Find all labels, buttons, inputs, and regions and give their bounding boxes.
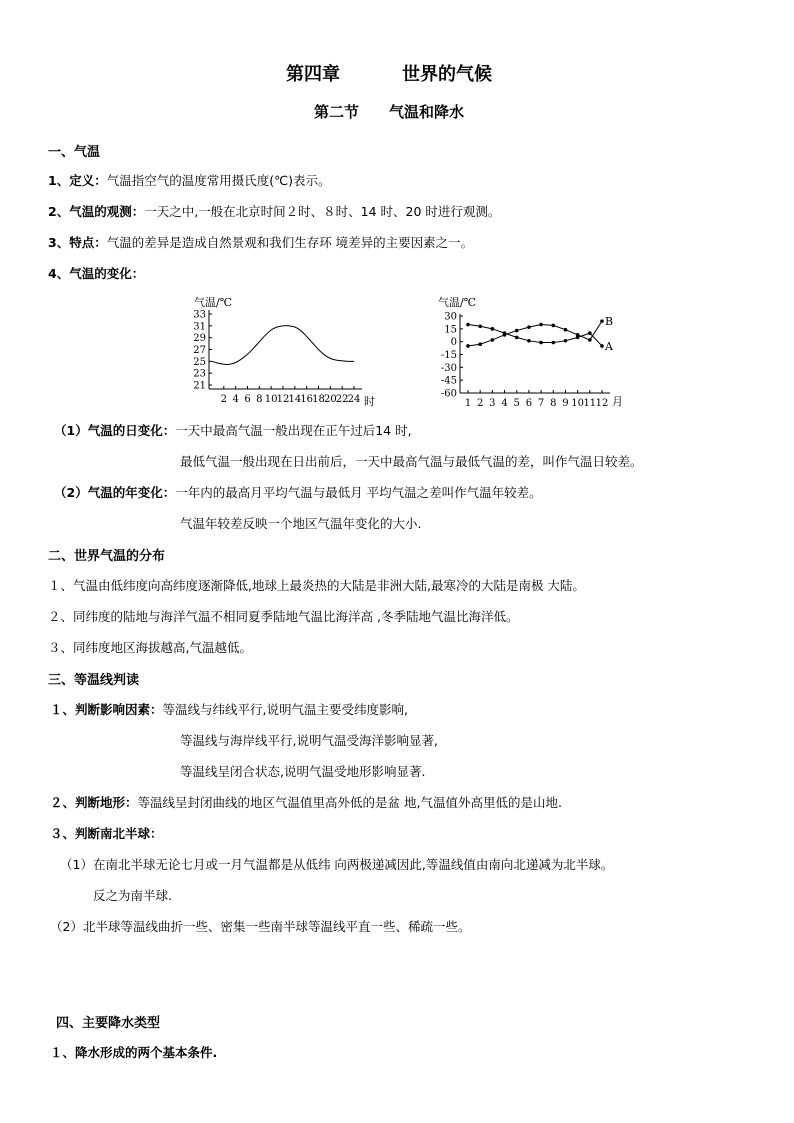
chart2-point-A	[491, 327, 495, 331]
chart2-point-A	[564, 339, 568, 343]
chart1-x-tick-label: 2	[220, 394, 228, 405]
chart2-x-tick-label: 4	[501, 398, 508, 409]
chart2-x-tick-label: 3	[489, 398, 496, 409]
definition-label: 1、定义：	[48, 173, 107, 188]
hemisphere-text-3: （2）北半球等温线曲折一些、密集一些南半球等温线平直一些、稀疏一些。	[50, 919, 471, 934]
chart2-x-tick-label: 8	[550, 398, 557, 409]
annual-change-label: （2）气温的年变化：	[54, 485, 176, 500]
chart2-point-A	[503, 331, 507, 335]
precipitation-conditions: １、降水形成的两个基本条件.	[50, 1045, 218, 1060]
factor-line	[50, 700, 408, 718]
chart1-x-tick-label: 22	[335, 394, 349, 405]
distribution-line-2: ２、同纬度的陆地与海洋气温不相同夏季陆地气温比海洋高 ,冬季陆地气温比海洋低。	[48, 609, 519, 624]
chart1-x-tick-label: 8	[256, 394, 263, 405]
chart2-point-A	[588, 331, 592, 335]
chart1-x-tick-label: 18	[312, 394, 325, 405]
factor-text-1: 等温线与纬线平行,说明气温主要受纬度影响,	[162, 702, 408, 717]
chart2-point-B	[588, 338, 592, 342]
section-2-heading: 二、世界气温的分布	[48, 549, 166, 564]
chart1-x-tick-label: 14	[288, 394, 302, 405]
chart2-x-tick-label: 2	[476, 398, 484, 409]
chart1-y-tick-label: 27	[193, 345, 206, 356]
terrain-label: ２、判断地形：	[50, 795, 138, 810]
chart2-x-tick-label: 6	[525, 398, 533, 409]
hemisphere-text-1: （1）在南北半球无论七月或一月气温都是从低纬 向两极递减因此,等温线值由南向北递减为北半球。	[60, 857, 614, 872]
chart2-point-B	[478, 342, 482, 346]
chart2-point-B	[539, 323, 543, 327]
chart2-point-A	[600, 344, 604, 348]
chart2-x-tick-label: 5	[513, 398, 520, 409]
terrain-line	[50, 793, 562, 811]
chart2-xlabel: 月	[612, 395, 623, 408]
chart2-point-A	[576, 336, 580, 340]
chart2-x-tick-label: 12	[595, 398, 609, 409]
chart2-series-line-B	[468, 321, 602, 346]
daily-change-line	[54, 421, 412, 439]
chart2-y-tick-label: -15	[440, 350, 457, 361]
chart2-point-B	[600, 319, 604, 323]
chart2-y-tick-label: 30	[444, 311, 457, 323]
chart1-series-line	[212, 326, 354, 365]
chart2-point-A	[515, 336, 519, 340]
chart1-ylabel: 气温/℃	[194, 296, 233, 309]
chart2-x-tick-label: 11	[583, 398, 597, 409]
chart2-point-A	[539, 341, 543, 345]
chart2-point-A	[478, 324, 482, 328]
chart2-point-B	[466, 344, 470, 348]
chapter-title: 世界的气候	[402, 64, 492, 85]
chart2-y-tick-label: 0	[450, 337, 457, 349]
observation-line	[48, 202, 500, 220]
chapter-number: 第四章	[286, 64, 340, 85]
distribution-line-1: １、气温由低纬度向高纬度逐渐降低,地球上最炎热的大陆是非洲大陆,最寒冷的大陆是南极 大陆。	[48, 578, 585, 593]
observation-label: 2、气温的观测：	[48, 204, 145, 219]
distribution-line-3: ３、同纬度地区海拔越高,气温越低。	[48, 640, 252, 655]
hemisphere-text-2: 反之为南半球.	[93, 888, 172, 903]
chart1-x-tick-label: 4	[232, 394, 239, 405]
factor-label: １、判断影响因素：	[50, 702, 163, 717]
section-3-heading: 三、等温线判读	[48, 673, 140, 688]
chart2-point-B	[491, 338, 495, 342]
chart2-point-B	[551, 324, 555, 328]
chart1-x-tick-label: 24	[347, 394, 361, 405]
chart2-point-B	[564, 328, 568, 332]
chart2-x-tick-label: 7	[537, 398, 545, 409]
factor-text-3: 等温线呈闭合状态,说明气温受地形影响显著.	[180, 764, 426, 779]
definition-line	[48, 171, 331, 189]
feature-label: 3、特点：	[48, 235, 107, 250]
chart2-ylabel: 气温/℃	[438, 296, 477, 309]
chart2-series-label-B: B	[605, 315, 614, 329]
chart2-x-tick-label: 10	[571, 398, 585, 409]
chart2-series-label-A: A	[605, 339, 613, 353]
section-4-heading: 四、主要降水类型	[56, 1016, 161, 1031]
daily-change-text-1: 一天中最高气温一般出现在正午过后14 时,	[175, 423, 412, 438]
chart1-xlabel: 时	[364, 395, 375, 408]
chart2-point-A	[527, 339, 531, 343]
section-number: 第二节	[314, 103, 360, 121]
chart2-point-B	[515, 329, 519, 333]
section-1-heading: 一、气温	[48, 145, 101, 160]
chart2-y-tick-label: 15	[444, 324, 457, 336]
chart1-y-tick-label: 33	[193, 309, 206, 321]
chart2-y-tick-label: -60	[440, 388, 457, 400]
daily-temperature-chart	[190, 292, 380, 412]
chart1-y-tick-label: 25	[193, 356, 206, 368]
terrain-text: 等温线呈封闭曲线的地区气温值里高外低的是盆 地,气温值外高里低的是山地.	[137, 795, 562, 810]
chart2-x-tick-label: 1	[464, 398, 472, 409]
definition-text: 气温指空气的温度常用摄氏度(℃)表示。	[106, 173, 331, 188]
factor-text-2: 等温线与海岸线平行,说明气温受海洋影响显著,	[180, 733, 438, 748]
chart2-x-tick-label: 9	[562, 398, 569, 409]
daily-change-text-2: 最低气温一般出现在日出前后，一天中最高气温与最低气温的差，叫作气温日较差。	[180, 454, 643, 469]
section-title: 气温和降水	[389, 103, 465, 121]
feature-line	[48, 233, 473, 251]
annual-change-line	[54, 483, 542, 501]
annual-change-text-1: 一年内的最高月平均气温与最低月 平均气温之差叫作气温年较差。	[175, 485, 542, 500]
chart2-y-tick-label: -45	[440, 375, 457, 387]
chart1-x-tick-label: 16	[300, 394, 314, 405]
chart2-point-A	[466, 323, 470, 327]
feature-text: 气温的差异是造成自然景观和我们生存环 境差异的主要因素之一。	[106, 235, 474, 250]
chart1-x-tick-label: 6	[244, 394, 251, 405]
daily-change-label: （1）气温的日变化：	[54, 423, 176, 438]
chart1-x-tick-label: 10	[264, 394, 278, 405]
chart2-y-tick-label: -30	[440, 362, 457, 374]
chart2-series-line-A	[468, 325, 602, 346]
chart1-y-tick-label: 23	[193, 368, 206, 380]
chart1-y-tick-label: 29	[193, 333, 206, 345]
chart1-y-tick-label: 31	[193, 321, 206, 333]
chart2-point-B	[527, 325, 531, 329]
hemisphere-label: ３、判断南北半球：	[50, 826, 163, 841]
observation-text: 一天之中,一般在北京时间２时、８时、14 时、20 时进行观测。	[144, 204, 501, 219]
chart1-y-tick-label: 21	[193, 380, 206, 392]
chart2-point-A	[551, 341, 555, 345]
annual-change-text-2: 气温年较差反映一个地区气温年变化的大小.	[180, 516, 422, 531]
chart1-x-tick-label: 12	[276, 394, 290, 405]
annual-temperature-chart	[430, 292, 630, 412]
chart1-x-tick-label: 20	[323, 394, 337, 405]
change-label: 4、气温的变化：	[48, 266, 145, 281]
